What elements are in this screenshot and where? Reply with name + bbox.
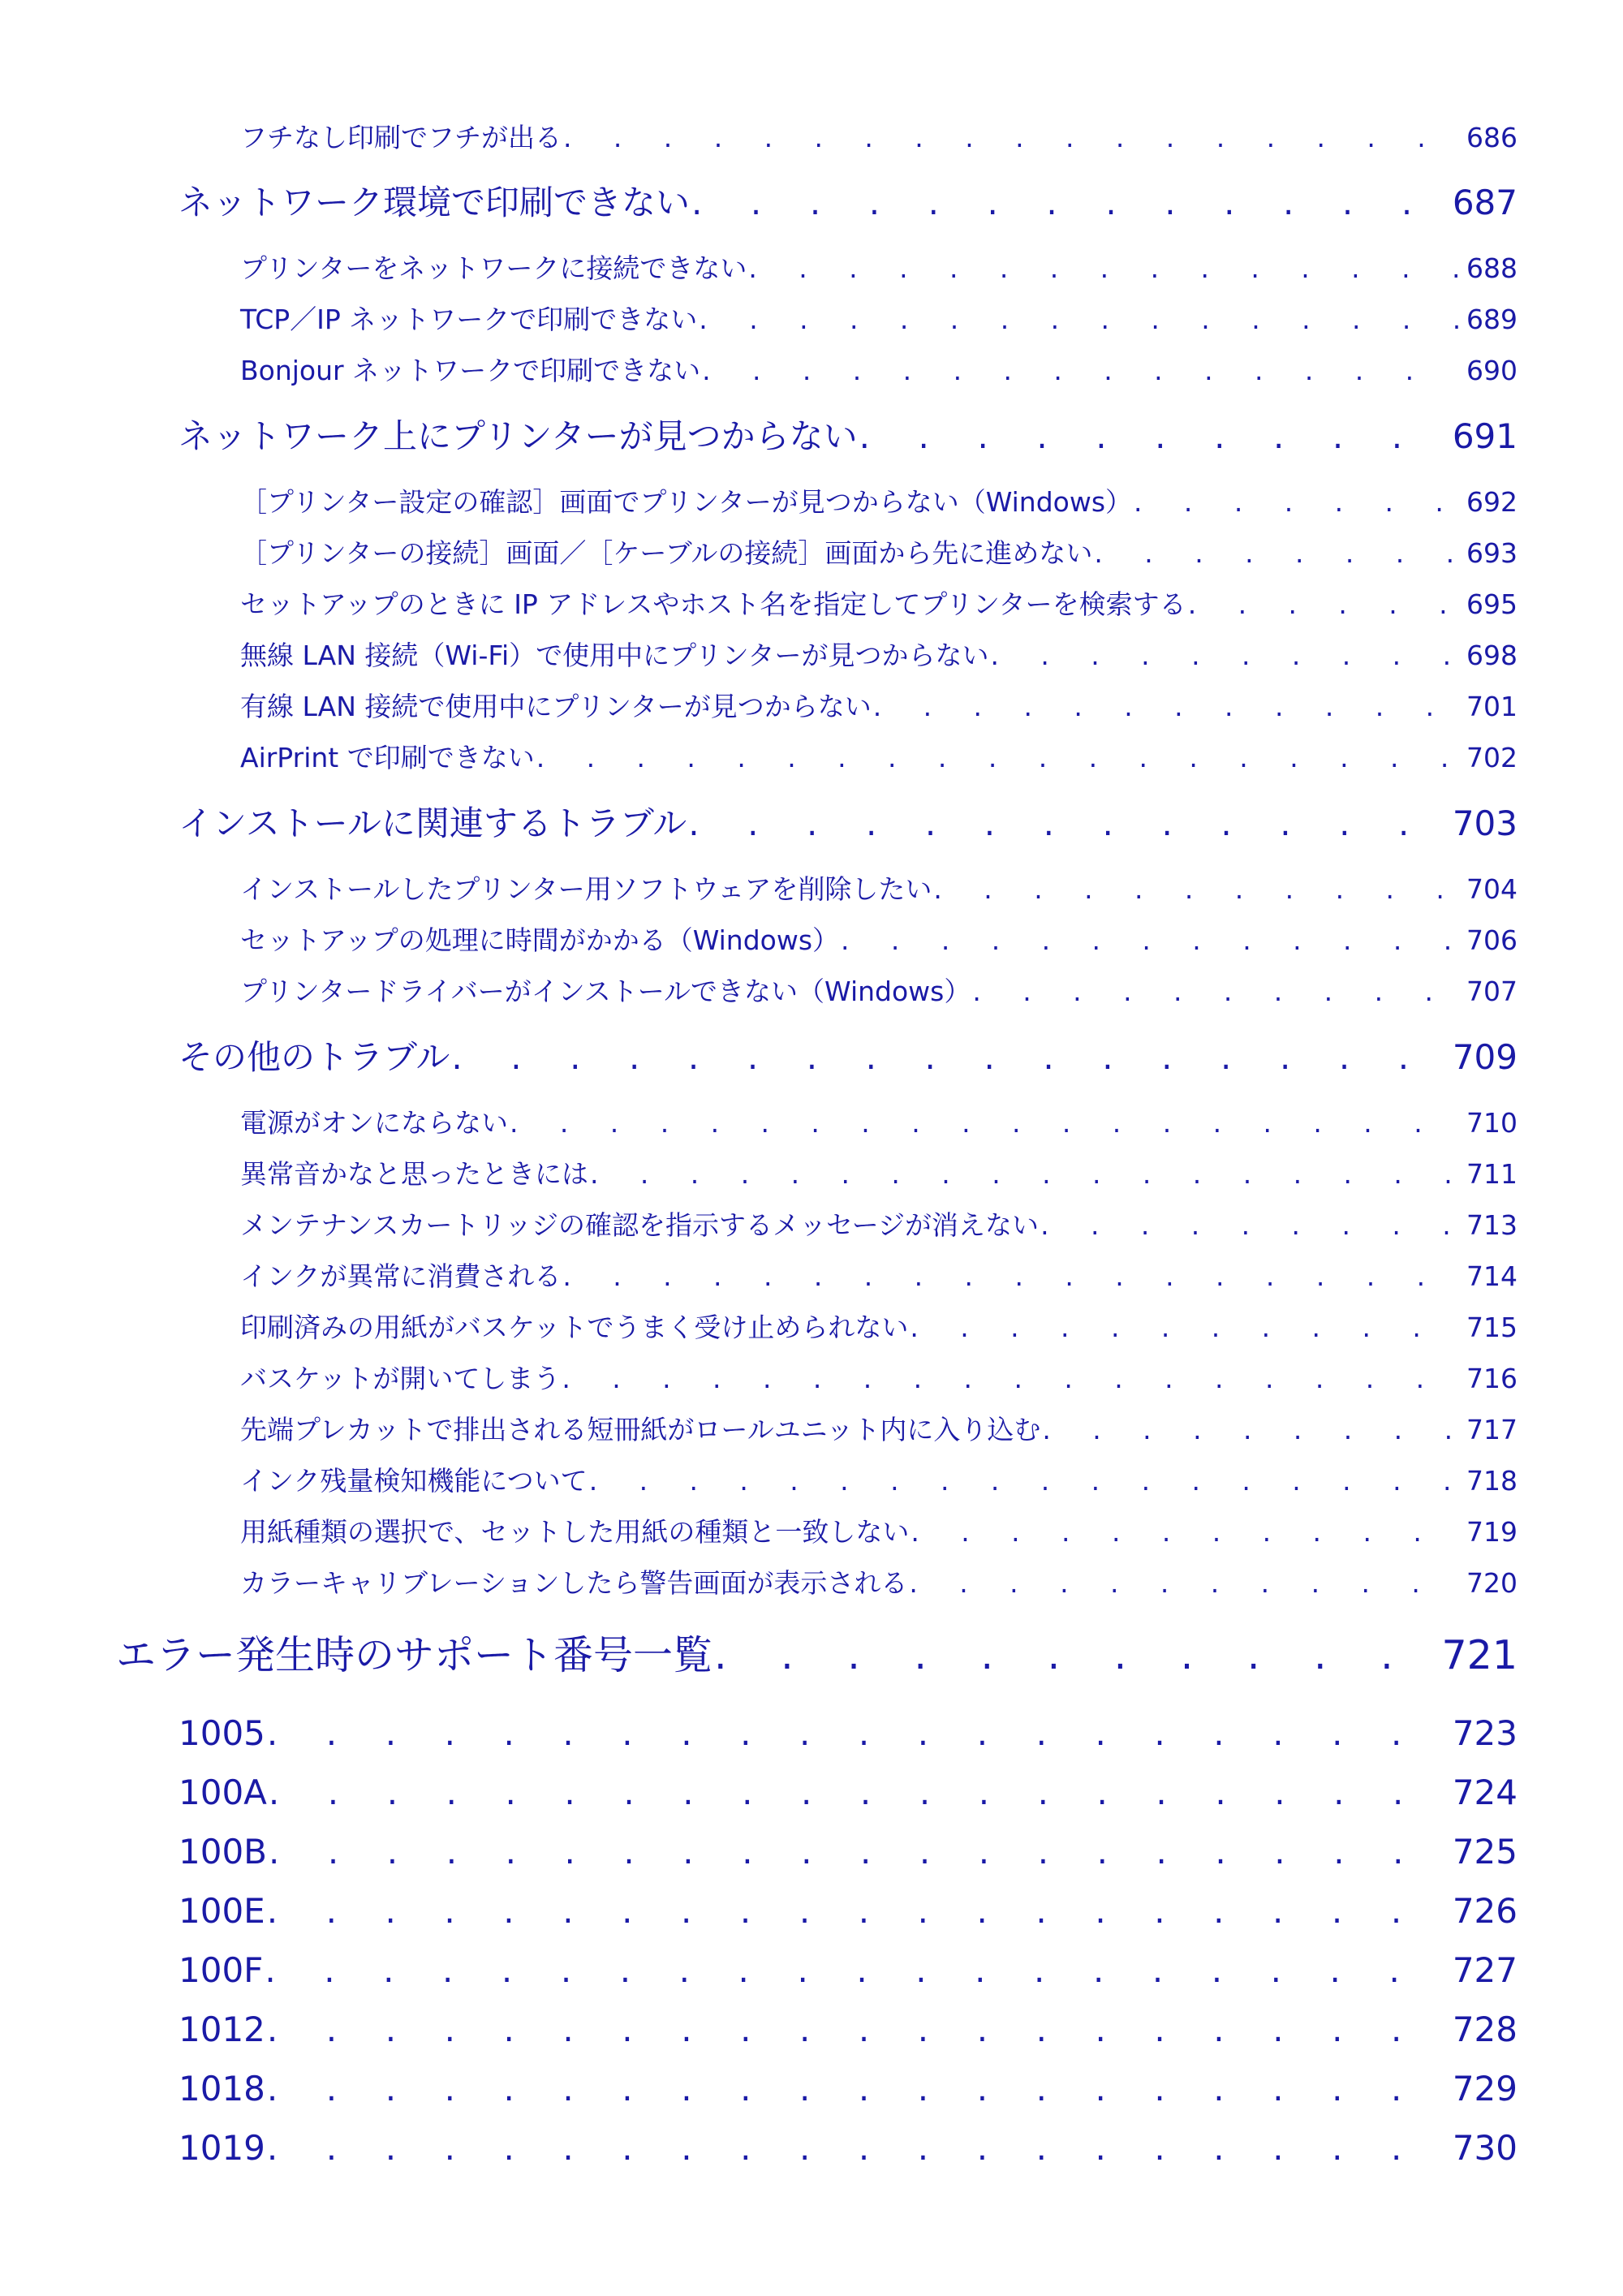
toc-entry-title: 先端プレカットで排出される短冊紙がロールユニット内に入り込む <box>240 1414 1041 1445</box>
dot-leader <box>269 1829 1444 1875</box>
toc-entry-title: 印刷済みの用紙がバスケットでうまく受け止められない <box>240 1312 909 1343</box>
dot-leader <box>748 251 1458 286</box>
toc-entry-title: 1012 <box>179 2010 265 2049</box>
toc-entry-title: カラーキャリブレーションしたら警告画面が表示される <box>240 1567 908 1599</box>
toc-entry[interactable] <box>240 1463 1518 1499</box>
toc-entry[interactable] <box>240 587 1518 622</box>
dot-leader <box>536 740 1458 776</box>
toc-entry[interactable] <box>179 414 1518 459</box>
toc-entry-page: 723 <box>1452 1713 1518 1753</box>
toc-entry-title: 100F <box>179 1950 264 1990</box>
toc-entry-title: インクが異常に消費される <box>240 1260 562 1292</box>
toc-entry-page: 691 <box>1452 416 1518 456</box>
dot-leader <box>1042 1412 1458 1448</box>
toc-entry-page: 730 <box>1452 2128 1518 2168</box>
toc-entry[interactable] <box>240 638 1518 674</box>
toc-entry-page: 718 <box>1466 1465 1518 1497</box>
toc-entry[interactable] <box>240 536 1518 571</box>
toc-entry-title: 有線 LAN 接続で使用中にプリンターが見つからない <box>240 691 872 722</box>
toc-entry-page: 719 <box>1466 1516 1518 1548</box>
toc-entry-title: 1005 <box>179 1713 265 1753</box>
toc-entry-page: 720 <box>1466 1567 1518 1599</box>
toc-entry-title: エラー発生時のサポート番号一覧 <box>116 1632 713 1678</box>
toc-entry-title: その他のトラブル <box>179 1037 450 1077</box>
toc-entry-title: 100B <box>179 1832 267 1872</box>
toc-entry-page: 713 <box>1466 1209 1518 1241</box>
dot-leader <box>702 353 1458 389</box>
dot-leader <box>873 689 1458 725</box>
toc-entry-page: 695 <box>1466 588 1518 620</box>
toc-entry-page: 725 <box>1452 1832 1518 1872</box>
toc-entry-page: 711 <box>1466 1158 1518 1190</box>
toc-entry-page: 701 <box>1466 691 1518 722</box>
toc-entry[interactable] <box>179 1035 1518 1080</box>
toc-entry-page: 688 <box>1466 252 1518 284</box>
toc-entry-page: 707 <box>1466 976 1518 1007</box>
toc-entry-page: 715 <box>1466 1312 1518 1343</box>
toc-entry-title: プリンタードライバーがインストールできない（Windows） <box>240 976 971 1007</box>
toc-entry-page: 704 <box>1466 873 1518 905</box>
toc-entry-title: セットアップのときに IP アドレスやホスト名を指定してプリンターを検索する <box>240 588 1186 620</box>
toc-entry-page: 726 <box>1452 1891 1518 1931</box>
toc-entry-title: メンテナンスカートリッジの確認を指示するメッセージが消えない <box>240 1209 1040 1241</box>
toc-entry-title: 1018 <box>179 2069 265 2109</box>
toc-entry-page: 721 <box>1441 1632 1518 1678</box>
dot-leader <box>267 2066 1444 2112</box>
toc-entry[interactable] <box>240 1361 1518 1397</box>
toc-entry-page: 727 <box>1452 1950 1518 1990</box>
toc-entry-page: 714 <box>1466 1260 1518 1292</box>
toc-entry-page: 728 <box>1452 2010 1518 2049</box>
dot-leader <box>714 1630 1433 1682</box>
toc-entry[interactable] <box>179 801 1518 846</box>
dot-leader <box>910 1310 1458 1346</box>
toc-entry-title: 1019 <box>179 2128 265 2168</box>
dot-leader <box>1188 587 1458 622</box>
toc-entry[interactable] <box>179 1948 1518 1993</box>
dot-leader <box>688 801 1444 846</box>
dot-leader <box>563 120 1458 156</box>
toc-entry-title: ネットワーク上にプリンターが見つからない <box>179 416 858 456</box>
toc-chapter-entry[interactable] <box>116 1630 1518 1682</box>
toc-entry-title: 無線 LAN 接続（Wi-Fi）で使用中にプリンターが見つからない <box>240 640 989 671</box>
toc-entry-title: インストールに関連するトラブル <box>179 803 687 843</box>
toc-entry-page: 692 <box>1466 486 1518 518</box>
toc-entry-title: フチなし印刷でフチが出る <box>240 122 562 153</box>
dot-leader <box>269 1770 1444 1816</box>
toc-entry[interactable] <box>179 1889 1518 1934</box>
toc-entry-title: インク残量検知機能について <box>240 1465 588 1497</box>
toc-entry-page: 693 <box>1466 537 1518 569</box>
toc-entry[interactable] <box>240 1412 1518 1448</box>
toc-entry[interactable] <box>179 1770 1518 1816</box>
dot-leader <box>841 923 1458 958</box>
toc-entry-page: 703 <box>1452 803 1518 843</box>
toc-entry[interactable] <box>240 872 1518 907</box>
toc-entry-title: 100A <box>179 1773 267 1812</box>
toc-entry-page: 710 <box>1466 1107 1518 1139</box>
toc-entry[interactable] <box>240 1105 1518 1141</box>
dot-leader <box>699 302 1458 338</box>
toc-entry[interactable] <box>240 120 1518 156</box>
toc-entry-title: Bonjour ネットワークで印刷できない <box>240 355 701 386</box>
dot-leader <box>267 2007 1444 2053</box>
toc-entry-page: 716 <box>1466 1363 1518 1394</box>
toc-entry-page: 706 <box>1466 924 1518 956</box>
toc-entry[interactable] <box>240 1157 1518 1192</box>
dot-leader <box>933 872 1458 907</box>
toc-entry-title: プリンターをネットワークに接続できない <box>240 252 747 284</box>
toc-entry[interactable] <box>240 1259 1518 1294</box>
toc-entry-page: 724 <box>1452 1773 1518 1812</box>
toc-entry-title: インストールしたプリンター用ソフトウェアを削除したい <box>240 873 932 905</box>
toc-entry-title: ［プリンター設定の確認］画面でプリンターが見つからない（Windows） <box>240 486 1133 518</box>
toc-entry-page: 686 <box>1466 122 1518 153</box>
dot-leader <box>972 974 1458 1010</box>
toc-entry[interactable] <box>179 2066 1518 2112</box>
dot-leader <box>267 1889 1444 1934</box>
dot-leader <box>1040 1208 1458 1243</box>
toc-entry-page: 702 <box>1466 742 1518 773</box>
toc-entry-page: 709 <box>1452 1037 1518 1077</box>
dot-leader <box>265 1948 1444 1993</box>
toc-entry[interactable] <box>240 923 1518 958</box>
toc-entry[interactable] <box>179 2126 1518 2171</box>
toc-entry-page: 717 <box>1466 1414 1518 1445</box>
toc-entry-title: 用紙種類の選択で、セットした用紙の種類と一致しない <box>240 1516 910 1548</box>
toc-entry[interactable] <box>179 1829 1518 1875</box>
toc-entry-page: 690 <box>1466 355 1518 386</box>
toc-entry-title: AirPrint で印刷できない <box>240 742 535 773</box>
dot-leader <box>562 1259 1458 1294</box>
dot-leader <box>451 1035 1444 1080</box>
dot-leader <box>691 180 1444 226</box>
toc-entry[interactable] <box>240 689 1518 725</box>
toc-entry[interactable] <box>240 1566 1518 1601</box>
toc-entry-title: バスケットが開いてしまう <box>240 1363 561 1394</box>
dot-leader <box>590 1157 1458 1192</box>
dot-leader <box>510 1105 1458 1141</box>
dot-leader <box>267 1711 1444 1756</box>
toc-entry[interactable] <box>179 2007 1518 2053</box>
toc-entry-title: 電源がオンにならない <box>240 1107 508 1139</box>
toc-entry[interactable] <box>240 485 1518 520</box>
toc-entry[interactable] <box>179 1711 1518 1756</box>
toc-entry-page: 698 <box>1466 640 1518 671</box>
toc-entry-title: 異常音かなと思ったときには <box>240 1158 588 1190</box>
toc-entry-title: ［プリンターの接続］画面／［ケーブルの接続］画面から先に進めない <box>240 537 1093 569</box>
toc-entry[interactable] <box>179 180 1518 226</box>
dot-leader <box>990 638 1458 674</box>
toc-entry-page: 729 <box>1452 2069 1518 2109</box>
toc-entry[interactable] <box>240 1514 1518 1550</box>
dot-leader <box>267 2126 1444 2171</box>
toc-entry-title: セットアップの処理に時間がかかる（Windows） <box>240 924 840 956</box>
dot-leader <box>859 414 1444 459</box>
toc-entry[interactable] <box>240 1310 1518 1346</box>
toc-entry[interactable] <box>240 1208 1518 1243</box>
toc-entry-page: 687 <box>1452 183 1518 222</box>
toc-entry-page: 689 <box>1466 304 1518 335</box>
toc-entry-title: 100E <box>179 1891 265 1931</box>
dot-leader <box>1094 536 1458 571</box>
dot-leader <box>1134 485 1458 520</box>
dot-leader <box>589 1463 1458 1499</box>
toc-entry-title: ネットワーク環境で印刷できない <box>179 183 691 222</box>
toc-entry[interactable] <box>240 353 1518 389</box>
dot-leader <box>911 1514 1458 1550</box>
toc-entry[interactable] <box>240 740 1518 776</box>
toc-entry-title: TCP／IP ネットワークで印刷できない <box>240 304 698 335</box>
toc-entry[interactable] <box>240 974 1518 1010</box>
dot-leader <box>562 1361 1458 1397</box>
toc-entry[interactable] <box>240 251 1518 286</box>
toc-entry[interactable] <box>240 302 1518 338</box>
dot-leader <box>909 1566 1458 1601</box>
